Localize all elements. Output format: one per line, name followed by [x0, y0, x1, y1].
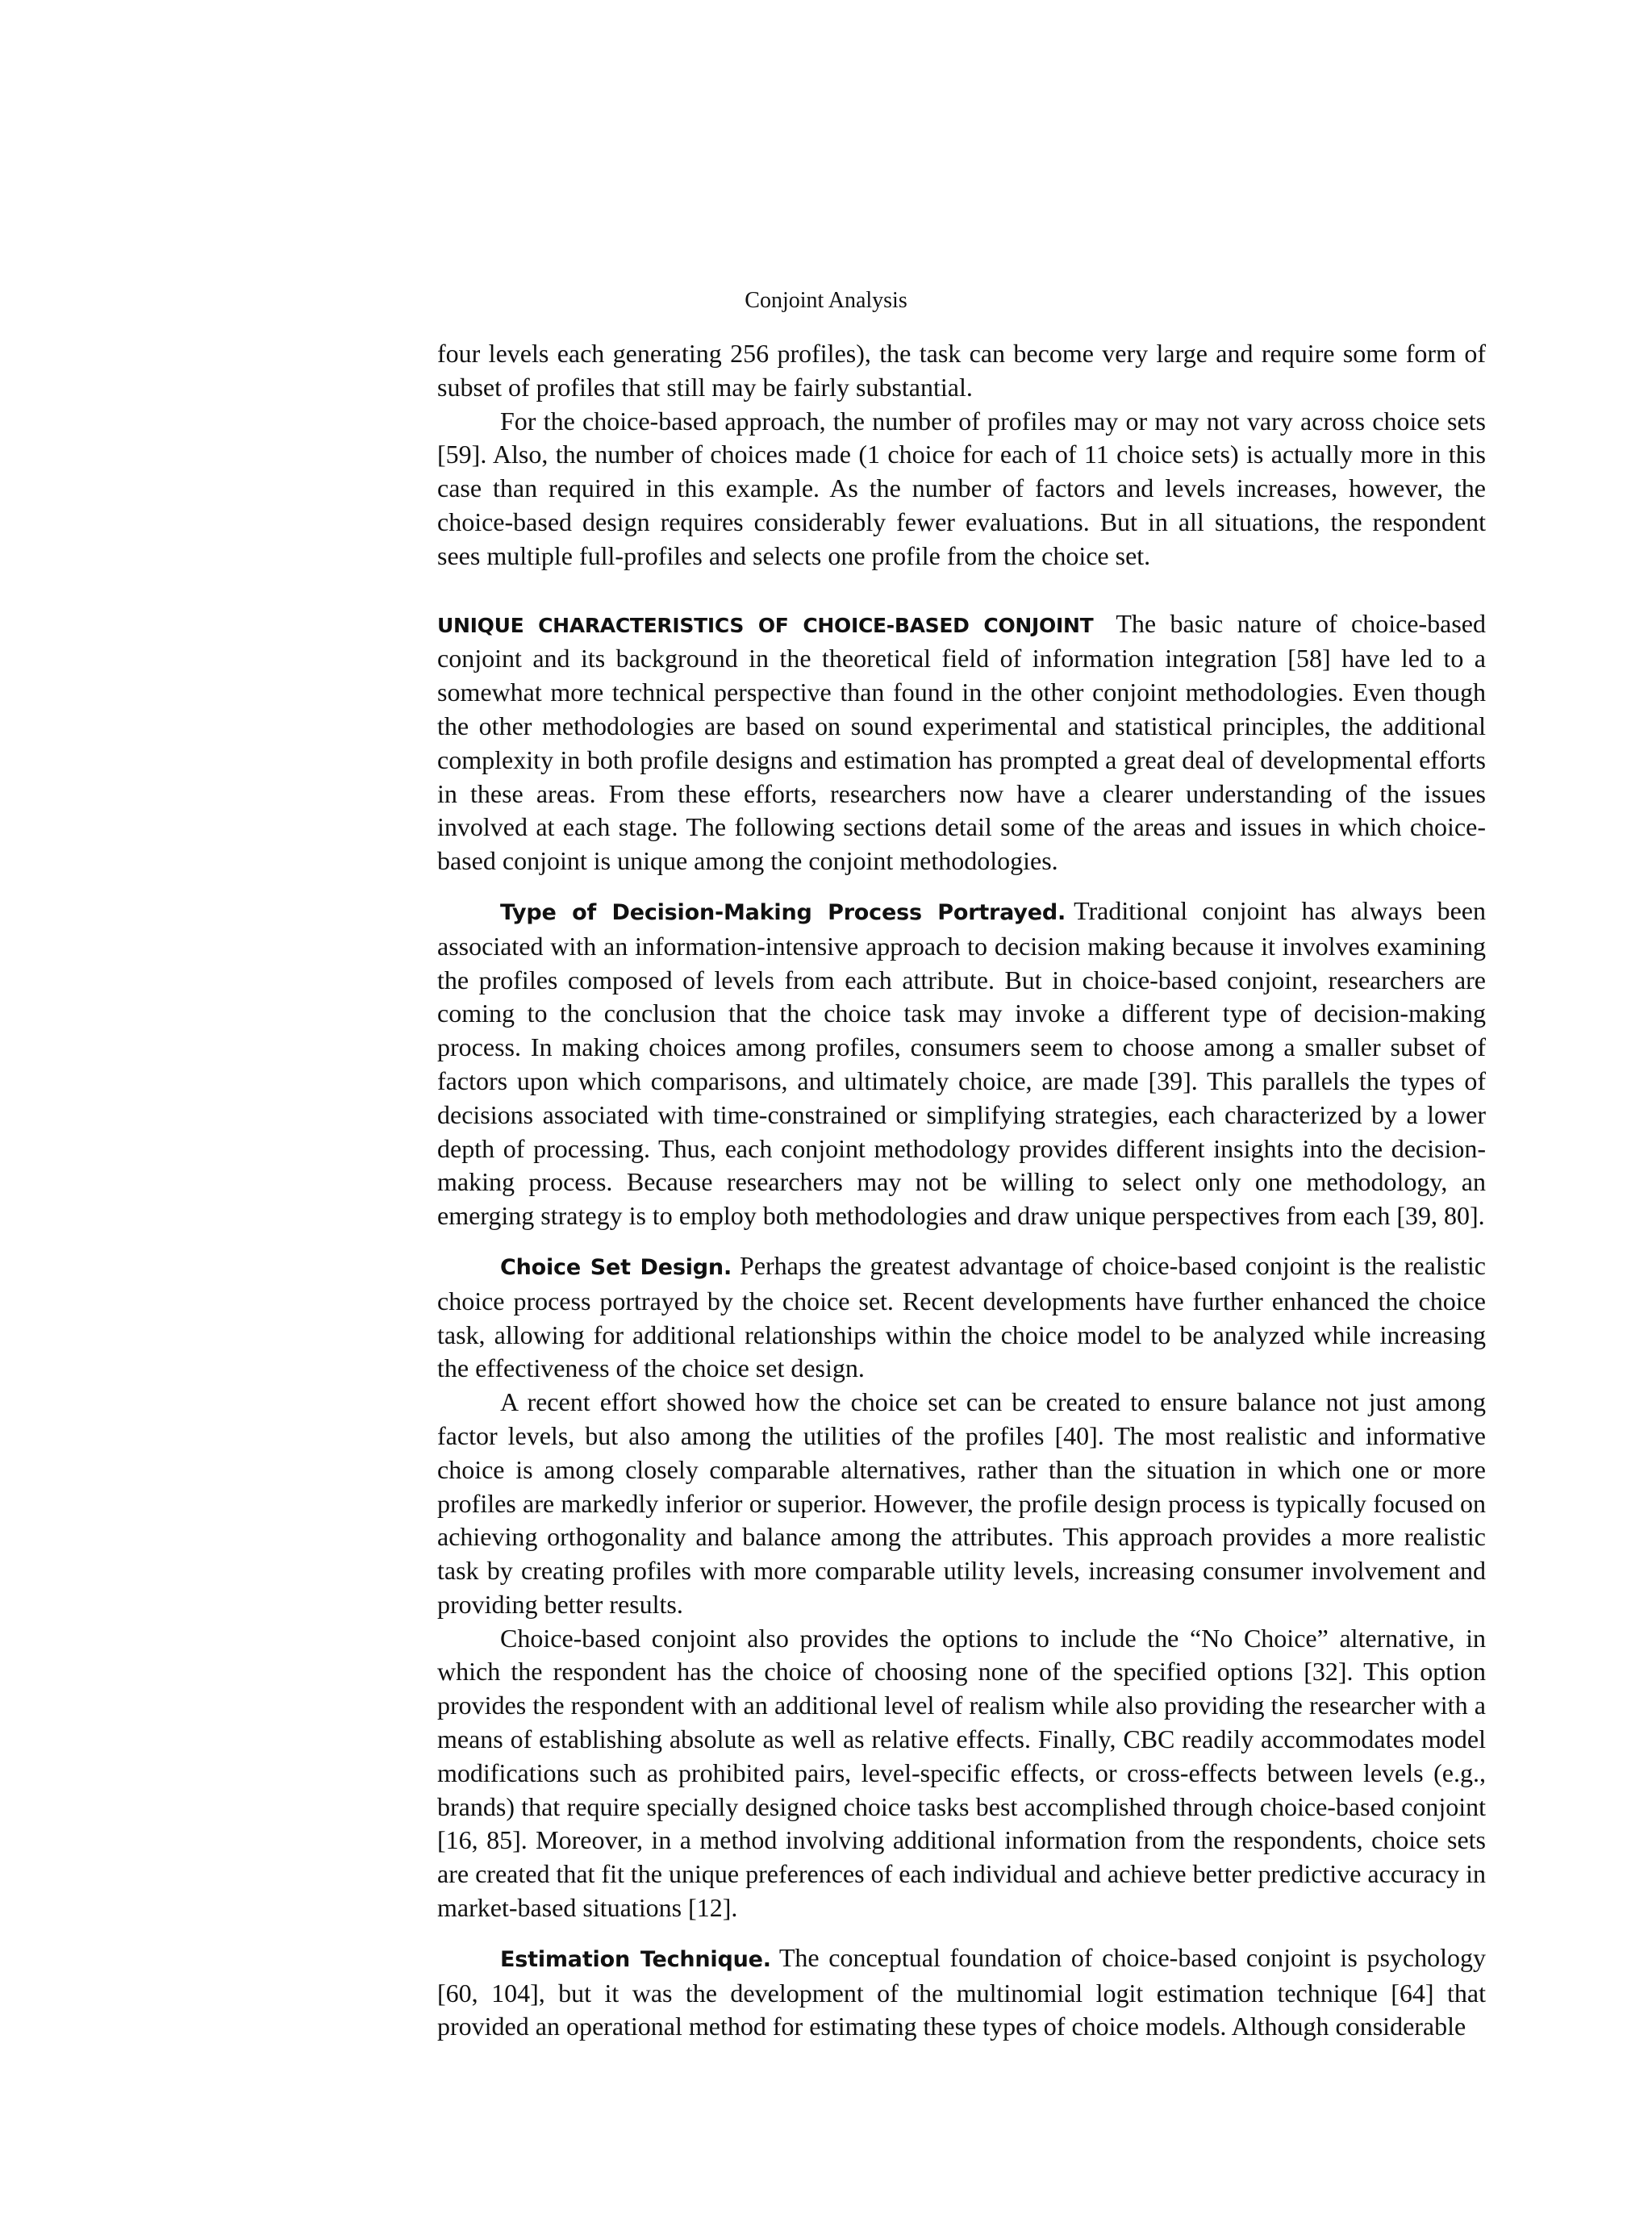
paragraph-no-choice-option	[437, 1622, 1486, 1925]
section-unique-characteristics	[437, 607, 1486, 878]
subsection-heading: Estimation Technique.	[500, 1946, 771, 1972]
paragraph-choice-based-approach	[437, 405, 1486, 573]
running-header: Conjoint Analysis	[745, 288, 907, 313]
subsection-heading: Type of Decision-Making Process Portrayed.	[500, 899, 1066, 925]
body-text	[437, 337, 1486, 2044]
paragraph-text: four levels each generating 256 profiles), the task can become very large and require some form of subset of profiles that still may be fairly substantial.	[437, 339, 1486, 402]
paragraph-continuation	[437, 337, 1486, 405]
paragraph-text: Choice-based conjoint also provides the options to include the “No Choice” alternative, in which the respondent has the choice of choosing none of the specified options [32]. This option provides the respondent with an additional level of realism while also providing the researcher with a means of establishing absolute as well as relative effects. Finally, CBC readily accommodates model modifications such as prohibited pairs, level-specific effects, or cross-effects between levels (e.g., brands) that require specially designed choice tasks best accomplished through choice-based conjoint [16, 85]. Moreover, in a method involving additional information from the respondents, choice sets are created that fit the unique preferences of each individual and achieve better predictive accuracy in market-based situations [12].	[437, 1623, 1486, 1923]
subsection-estimation-technique	[437, 1941, 1486, 2044]
subsection-choice-set-design	[437, 1249, 1486, 1386]
subsection-decision-making-process	[437, 894, 1486, 1233]
paragraph-text: The basic nature of choice-based conjoint and its background in the theoretical field of information integration [58] have led to a somewhat more technical perspective than found in the other conjoint methodologies. Even though the other methodologies are based on sound experimental and statistical principles, the additional complexity in both profile designs and estimation has prompted a great deal of developmental efforts in these areas. From these efforts, researchers now have a clearer understanding of the issues involved at each stage. The following sections detail some of the areas and issues in which choice-based conjoint is unique among the conjoint methodologies.	[437, 608, 1486, 876]
paragraph-text: For the choice-based approach, the number of profiles may or may not vary across choice sets [59]. Also, the number of choices made (1 choice for each of 11 choice sets) is actually more in this case than required in this example. As the number of factors and levels increases, however, the choice-based design requires considerably fewer evaluations. But in all situations, the respondent sees multiple full-profiles and selects one profile from the choice set.	[437, 406, 1486, 570]
paragraph-utility-balance	[437, 1386, 1486, 1622]
section-heading: UNIQUE CHARACTERISTICS OF CHOICE-BASED CONJOINT	[437, 613, 1094, 637]
paragraph-text: Perhaps the greatest advantage of choice-based conjoint is the realistic choice process portrayed by the choice set. Recent developments have further enhanced the choice task, allowing for additional relationships within the choice model to be analyzed while increasing the effectiveness of the choice set design.	[437, 1250, 1486, 1383]
paragraph-text: A recent effort showed how the choice set can be created to ensure balance not just among factor levels, but also among the utilities of the profiles [40]. The most realistic and informative choice is among closely comparable alternatives, rather than the situation in which one or more profiles are markedly inferior or superior. However, the profile design process is typically focused on achieving orthogonality and balance among the attributes. This approach provides a more realistic task by creating profiles with more comparable utility levels, increasing consumer involvement and providing better results.	[437, 1387, 1486, 1619]
paragraph-text: The conceptual foundation of choice-based conjoint is psychology [60, 104], but it was the development of the multinomial logit estimation technique [64] that provided an operational method for estimating these types of choice models. Although considerable	[437, 1942, 1486, 2041]
subsection-heading: Choice Set Design.	[500, 1254, 732, 1280]
paragraph-text: Traditional conjoint has always been associated with an information-intensive approach to decision making because it involves examining the profiles composed of levels from each attribute. But in choice-based conjoint, researchers are coming to the conclusion that the choice task may invoke a different type of decision-making process. In making choices among profiles, consumers seem to choose among a smaller subset of factors upon which comparisons, and ultimately choice, are made [39]. This parallels the types of decisions associated with time-constrained or simplifying strategies, each characterized by a lower depth of processing. Thus, each conjoint methodology provides different insights into the decision-making process. Because researchers may not be willing to select only one methodology, an emerging strategy is to employ both methodologies and draw unique perspectives from each [39, 80].	[437, 895, 1486, 1231]
